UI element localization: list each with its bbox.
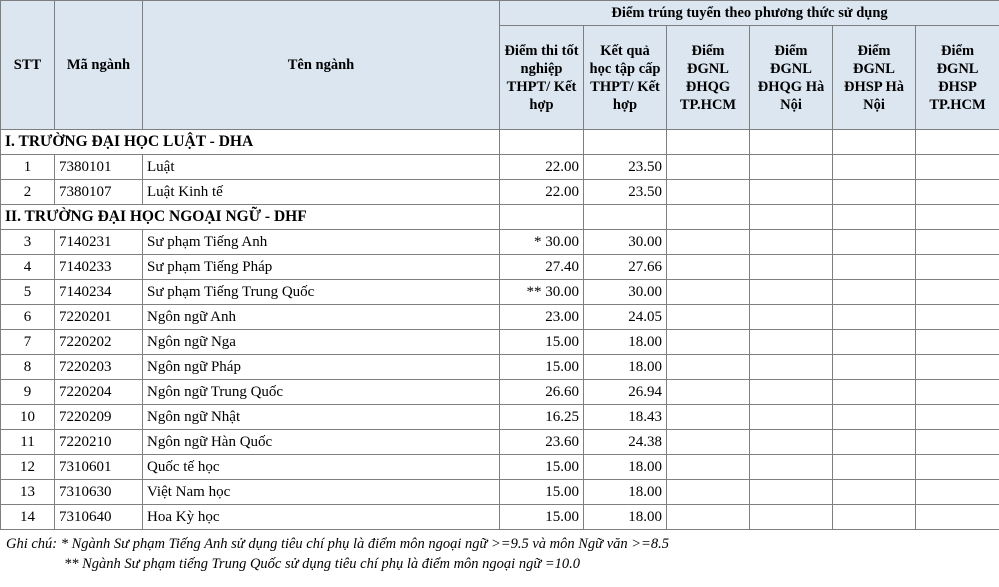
score-thpt: * 30.00 (500, 230, 584, 255)
table-row (1, 305, 999, 330)
section-title: I. TRƯỜNG ĐẠI HỌC LUẬT - DHA (1, 130, 500, 155)
empty-cell (750, 280, 833, 305)
empty-cell (833, 180, 916, 205)
empty-cell (750, 430, 833, 455)
col-stt-header: STT (1, 1, 55, 130)
score-hoc-ba: 18.00 (584, 505, 667, 530)
score-thpt: ** 30.00 (500, 280, 584, 305)
empty-cell (916, 205, 999, 230)
empty-cell (916, 230, 999, 255)
table-row (1, 455, 999, 480)
empty-cell (750, 255, 833, 280)
empty-cell (916, 355, 999, 380)
empty-cell (916, 380, 999, 405)
row-code: 7220203 (55, 355, 143, 380)
row-code: 7310630 (55, 480, 143, 505)
empty-cell (667, 255, 750, 280)
empty-cell (916, 280, 999, 305)
row-stt: 1 (1, 155, 55, 180)
empty-cell (833, 455, 916, 480)
score-thpt: 23.00 (500, 305, 584, 330)
table-row (1, 430, 999, 455)
row-stt: 7 (1, 330, 55, 355)
empty-cell (916, 305, 999, 330)
table-row (1, 355, 999, 380)
table-row (1, 230, 999, 255)
row-stt: 12 (1, 455, 55, 480)
empty-cell (833, 230, 916, 255)
empty-cell (833, 305, 916, 330)
empty-cell (667, 305, 750, 330)
score-thpt: 15.00 (500, 505, 584, 530)
empty-cell (916, 155, 999, 180)
method-header-dhsp-hn: Điểm ĐGNL ĐHSP Hà Nội (833, 26, 916, 130)
score-hoc-ba: 23.50 (584, 180, 667, 205)
score-hoc-ba: 27.66 (584, 255, 667, 280)
empty-cell (916, 455, 999, 480)
empty-cell (750, 230, 833, 255)
empty-cell (750, 380, 833, 405)
empty-cell (667, 205, 750, 230)
row-code: 7140231 (55, 230, 143, 255)
empty-cell (667, 355, 750, 380)
table-row (1, 505, 999, 530)
score-hoc-ba: 24.05 (584, 305, 667, 330)
score-hoc-ba: 24.38 (584, 430, 667, 455)
row-name: Luật (143, 155, 500, 180)
row-code: 7380101 (55, 155, 143, 180)
score-hoc-ba: 23.50 (584, 155, 667, 180)
row-name: Ngôn ngữ Nhật (143, 405, 500, 430)
table-row (1, 480, 999, 505)
table-row (1, 255, 999, 280)
row-code: 7310601 (55, 455, 143, 480)
empty-cell (667, 180, 750, 205)
row-stt: 9 (1, 380, 55, 405)
section-title: II. TRƯỜNG ĐẠI HỌC NGOẠI NGỮ - DHF (1, 205, 500, 230)
table-header (1, 1, 999, 130)
empty-cell (916, 505, 999, 530)
row-code: 7310640 (55, 505, 143, 530)
method-header-dhqg-hn: Điểm ĐGNL ĐHQG Hà Nội (750, 26, 833, 130)
empty-cell (667, 380, 750, 405)
empty-cell (833, 430, 916, 455)
row-stt: 2 (1, 180, 55, 205)
score-thpt: 22.00 (500, 180, 584, 205)
empty-cell (667, 130, 750, 155)
score-hoc-ba: 26.94 (584, 380, 667, 405)
row-name: Ngôn ngữ Anh (143, 305, 500, 330)
row-name: Sư phạm Tiếng Pháp (143, 255, 500, 280)
row-code: 7140234 (55, 280, 143, 305)
empty-cell (667, 455, 750, 480)
empty-cell (667, 405, 750, 430)
row-name: Quốc tế học (143, 455, 500, 480)
method-header-dhsp-hcm: Điểm ĐGNL ĐHSP TP.HCM (916, 26, 999, 130)
empty-cell (833, 130, 916, 155)
score-hoc-ba: 18.00 (584, 480, 667, 505)
empty-cell (584, 130, 667, 155)
row-stt: 5 (1, 280, 55, 305)
footnote-2: ** Ngành Sư phạm tiếng Trung Quốc sử dụng tiêu chí phụ là điểm môn ngoại ngữ =10.0 (64, 556, 581, 572)
row-name: Ngôn ngữ Hàn Quốc (143, 430, 500, 455)
score-thpt: 23.60 (500, 430, 584, 455)
row-name: Luật Kinh tế (143, 180, 500, 205)
empty-cell (833, 205, 916, 230)
col-code-header: Mã ngành (55, 1, 143, 130)
section-row (1, 130, 999, 155)
score-hoc-ba: 30.00 (584, 230, 667, 255)
empty-cell (750, 405, 833, 430)
table-row (1, 280, 999, 305)
empty-cell (916, 430, 999, 455)
score-thpt: 22.00 (500, 155, 584, 180)
empty-cell (667, 280, 750, 305)
empty-cell (750, 505, 833, 530)
score-thpt: 15.00 (500, 355, 584, 380)
empty-cell (833, 355, 916, 380)
empty-cell (667, 430, 750, 455)
empty-cell (833, 255, 916, 280)
method-header-dhqg-hcm: Điểm ĐGNL ĐHQG TP.HCM (667, 26, 750, 130)
empty-cell (667, 230, 750, 255)
row-code: 7220201 (55, 305, 143, 330)
col-name-header: Tên ngành (143, 1, 500, 130)
row-code: 7220210 (55, 430, 143, 455)
score-hoc-ba: 18.00 (584, 355, 667, 380)
row-stt: 11 (1, 430, 55, 455)
empty-cell (500, 205, 584, 230)
empty-cell (750, 205, 833, 230)
empty-cell (833, 155, 916, 180)
method-group-header: Điểm trúng tuyển theo phương thức sử dụng (500, 1, 999, 26)
empty-cell (833, 405, 916, 430)
score-hoc-ba: 18.00 (584, 330, 667, 355)
score-hoc-ba: 18.43 (584, 405, 667, 430)
empty-cell (916, 255, 999, 280)
table-row (1, 405, 999, 430)
row-stt: 4 (1, 255, 55, 280)
method-header-thpt: Điểm thi tốt nghiệp THPT/ Kết hợp (500, 26, 584, 130)
empty-cell (750, 305, 833, 330)
empty-cell (833, 330, 916, 355)
empty-cell (667, 330, 750, 355)
empty-cell (916, 130, 999, 155)
empty-cell (667, 505, 750, 530)
score-thpt: 16.25 (500, 405, 584, 430)
row-stt: 8 (1, 355, 55, 380)
empty-cell (750, 180, 833, 205)
empty-cell (584, 205, 667, 230)
row-stt: 14 (1, 505, 55, 530)
table-row (1, 155, 999, 180)
score-thpt: 15.00 (500, 330, 584, 355)
empty-cell (833, 480, 916, 505)
row-name: Hoa Kỳ học (143, 505, 500, 530)
empty-cell (916, 330, 999, 355)
empty-cell (833, 380, 916, 405)
score-thpt: 15.00 (500, 480, 584, 505)
empty-cell (750, 130, 833, 155)
empty-cell (833, 280, 916, 305)
empty-cell (750, 455, 833, 480)
section-row (1, 205, 999, 230)
row-stt: 10 (1, 405, 55, 430)
table-row (1, 330, 999, 355)
row-code: 7140233 (55, 255, 143, 280)
empty-cell (750, 330, 833, 355)
row-code: 7220202 (55, 330, 143, 355)
row-stt: 13 (1, 480, 55, 505)
empty-cell (750, 155, 833, 180)
row-name: Sư phạm Tiếng Anh (143, 230, 500, 255)
empty-cell (667, 155, 750, 180)
table-body (1, 130, 999, 530)
row-name: Sư phạm Tiếng Trung Quốc (143, 280, 500, 305)
empty-cell (750, 480, 833, 505)
row-stt: 6 (1, 305, 55, 330)
empty-cell (916, 180, 999, 205)
empty-cell (500, 130, 584, 155)
score-thpt: 15.00 (500, 455, 584, 480)
empty-cell (750, 355, 833, 380)
score-thpt: 27.40 (500, 255, 584, 280)
score-hoc-ba: 18.00 (584, 455, 667, 480)
method-header-hoc-ba: Kết quả học tập cấp THPT/ Kết hợp (584, 26, 667, 130)
row-code: 7220204 (55, 380, 143, 405)
row-name: Việt Nam học (143, 480, 500, 505)
row-name: Ngôn ngữ Nga (143, 330, 500, 355)
footnote-1: Ghi chú: * Ngành Sư phạm Tiếng Anh sử dụng tiêu chí phụ là điểm môn ngoại ngữ >=9.5 và môn Ngữ văn >=8.5 (6, 536, 669, 552)
score-hoc-ba: 30.00 (584, 280, 667, 305)
row-stt: 3 (1, 230, 55, 255)
empty-cell (916, 405, 999, 430)
row-code: 7380107 (55, 180, 143, 205)
table-row (1, 380, 999, 405)
footnotes (0, 534, 999, 574)
row-name: Ngôn ngữ Pháp (143, 355, 500, 380)
row-code: 7220209 (55, 405, 143, 430)
empty-cell (833, 505, 916, 530)
row-name: Ngôn ngữ Trung Quốc (143, 380, 500, 405)
score-thpt: 26.60 (500, 380, 584, 405)
empty-cell (916, 480, 999, 505)
table-row (1, 180, 999, 205)
empty-cell (667, 480, 750, 505)
